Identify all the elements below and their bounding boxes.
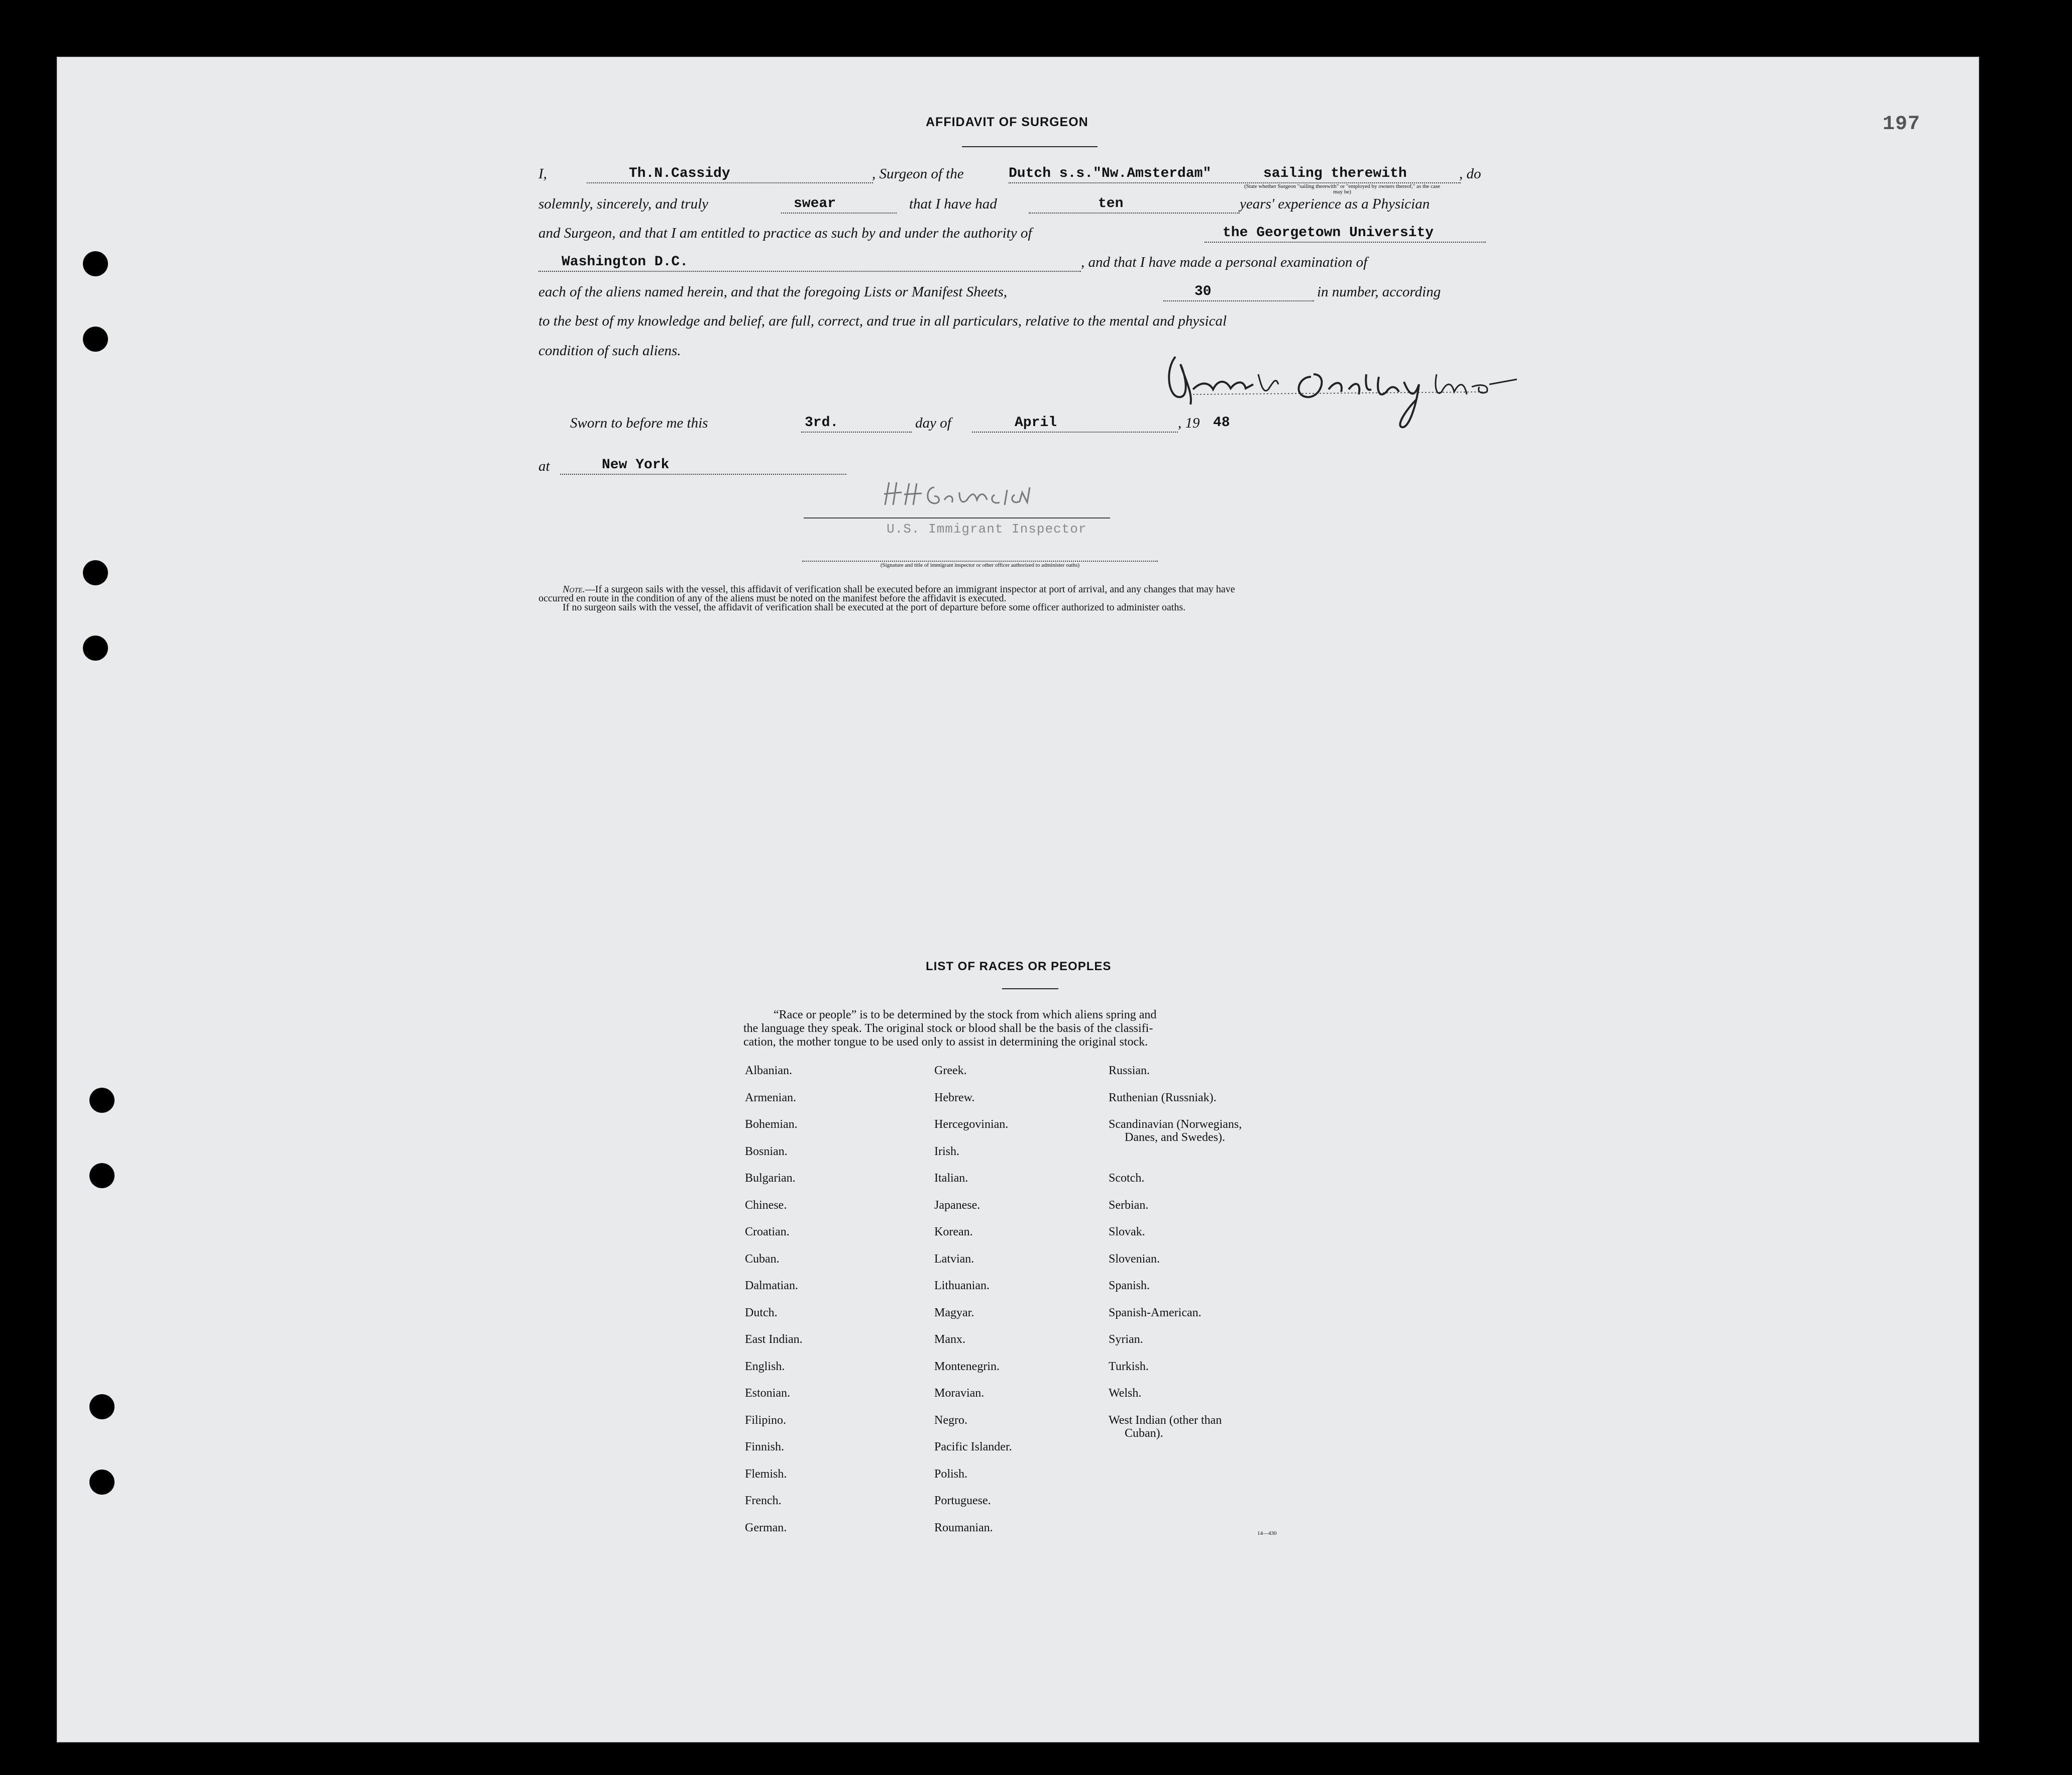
line4-end: , and that I have made a personal examination of — [1081, 254, 1368, 270]
binder-hole — [83, 560, 108, 585]
race-item: Negro. — [934, 1413, 967, 1427]
document-sheet — [57, 57, 1979, 1742]
sheet-count: 30 — [1194, 284, 1212, 299]
line5-pre: each of the aliens named herein, and that the foregoing Lists or Manifest Sheets, — [538, 284, 1007, 300]
race-item: Magyar. — [934, 1306, 974, 1319]
binder-hole — [89, 1088, 115, 1113]
race-item: Slovenian. — [1109, 1252, 1160, 1266]
binder-hole — [89, 1470, 115, 1495]
sworn-day: 3rd. — [805, 415, 839, 431]
race-item: Hercegovinian. — [934, 1118, 1009, 1131]
sailing-note: (State whether Surgeon "sailing therewith" or "employed by owners thereof," as the case may be) — [1244, 183, 1441, 195]
sworn-pre: Sworn to before me this — [570, 415, 708, 431]
race-item: Welsh. — [1109, 1387, 1142, 1400]
binder-hole — [83, 636, 108, 661]
blank-line — [972, 432, 1178, 433]
blank-line — [801, 432, 912, 433]
line2-end: years' experience as a Physician — [1240, 196, 1430, 212]
binder-hole — [83, 327, 108, 352]
race-item: Pacific Islander. — [934, 1440, 1012, 1453]
races-intro-line2: the language they speak. The original stock or blood shall be the basis of the classifi- — [743, 1022, 1153, 1035]
line6: to the best of my knowledge and belief, are full, correct, and true in all particulars, relative to the mental and physical — [538, 313, 1227, 329]
race-item: Scotch. — [1109, 1172, 1145, 1185]
blank-line — [1029, 213, 1240, 214]
race-item: Spanish-American. — [1109, 1306, 1202, 1319]
race-item: East Indian. — [745, 1333, 803, 1346]
races-title: LIST OF RACES OR PEOPLES — [926, 960, 1112, 973]
line3-pre: and Surgeon, and that I am entitled to practice as such by and under the authority of — [538, 225, 1032, 241]
race-item: Cuban). — [1125, 1426, 1163, 1440]
race-item: Greek. — [934, 1064, 967, 1077]
race-item: English. — [745, 1360, 785, 1373]
race-item: Ruthenian (Russniak). — [1109, 1091, 1217, 1104]
blank-line — [1205, 242, 1486, 243]
page-number: 197 — [1883, 113, 1921, 136]
sailing-status: sailing therewith — [1263, 166, 1407, 181]
blank-line — [587, 182, 873, 183]
race-item: Latvian. — [934, 1252, 974, 1266]
race-item: Russian. — [1109, 1064, 1150, 1077]
race-item: Italian. — [934, 1172, 968, 1185]
race-item: Estonian. — [745, 1387, 790, 1400]
race-item: Chinese. — [745, 1198, 787, 1212]
races-intro-line1: “Race or people” is to be determined by the stock from which aliens spring and — [774, 1008, 1157, 1021]
race-item: Scandinavian (Norwegians, — [1109, 1118, 1242, 1131]
race-item: Dutch. — [745, 1306, 778, 1319]
note-line3: If no surgeon sails with the vessel, the affidavit of verification shall be executed at the port of departure before some officer authorized to administer oaths. — [563, 602, 1186, 613]
race-item: Irish. — [934, 1144, 959, 1158]
affidavit-title: AFFIDAVIT OF SURGEON — [926, 115, 1088, 129]
inspector-stamp: U.S. Immigrant Inspector — [887, 521, 1087, 537]
signature-rule — [804, 517, 1110, 518]
blank-line — [560, 474, 846, 475]
surgeon-name: Th.N.Cassidy — [629, 166, 730, 181]
race-item: Slovak. — [1109, 1225, 1145, 1238]
authority-line1: the Georgetown University — [1223, 225, 1434, 241]
race-item: Polish. — [934, 1467, 968, 1481]
race-item: Hebrew. — [934, 1091, 975, 1104]
race-item: Turkish. — [1109, 1360, 1149, 1373]
inspector-signature — [879, 477, 1080, 512]
sworn-place: New York — [602, 457, 670, 473]
sworn-month: April — [1015, 415, 1057, 431]
race-item: Cuban. — [745, 1252, 780, 1266]
race-item: French. — [745, 1494, 782, 1507]
blank-line — [802, 561, 1158, 562]
line1-end: , do — [1459, 166, 1481, 182]
binder-hole — [89, 1394, 115, 1419]
day-of: day of — [915, 415, 951, 431]
note-line2: occurred en route in the condition of any of the aliens must be noted on the manifest before the affidavit is executed. — [538, 593, 1007, 604]
race-item: Montenegrin. — [934, 1360, 1000, 1373]
blank-line — [781, 213, 897, 214]
year-prefix: , 19 — [1178, 415, 1200, 431]
race-item: Moravian. — [934, 1387, 985, 1400]
races-title-rule — [1002, 988, 1058, 989]
line1-pre: I, — [538, 166, 547, 182]
race-item: Manx. — [934, 1333, 965, 1346]
oath-word: swear — [794, 196, 836, 212]
races-intro-line3: cation, the mother tongue to be used only to assist in determining the original stock. — [743, 1035, 1148, 1049]
race-item: Portuguese. — [934, 1494, 991, 1507]
at-label: at — [538, 458, 550, 474]
race-item: Japanese. — [934, 1198, 980, 1212]
race-item: West Indian (other than — [1109, 1413, 1222, 1427]
line1-mid: , Surgeon of the — [872, 166, 964, 182]
line5-end: in number, according — [1317, 284, 1441, 300]
race-item: Bosnian. — [745, 1144, 788, 1158]
title-rule — [962, 146, 1098, 147]
authority-line2: Washington D.C. — [562, 254, 689, 270]
line2-mid: that I have had — [909, 196, 997, 212]
blank-line — [538, 271, 1081, 272]
race-item: Armenian. — [745, 1091, 796, 1104]
race-item: Albanian. — [745, 1064, 792, 1077]
race-item: Roumanian. — [934, 1521, 993, 1534]
note-text1: —If a surgeon sails with the vessel, this affidavit of verification shall be executed before an immigrant inspector at port of arrival, and any changes that may have — [585, 584, 1235, 595]
race-item: Finnish. — [745, 1440, 785, 1453]
race-item: Danes, and Swedes). — [1125, 1131, 1225, 1144]
race-item: Flemish. — [745, 1467, 787, 1481]
form-number: 14—430 — [1257, 1530, 1277, 1536]
race-item: Spanish. — [1109, 1279, 1150, 1292]
race-item: Croatian. — [745, 1225, 790, 1238]
race-item: Serbian. — [1109, 1198, 1149, 1212]
binder-hole — [89, 1163, 115, 1188]
blank-line — [1163, 300, 1314, 301]
race-item: Filipino. — [745, 1413, 787, 1427]
line2-pre: solemnly, sincerely, and truly — [538, 196, 709, 212]
note-label: Note. — [563, 584, 585, 595]
race-item: German. — [745, 1521, 787, 1534]
years-experience: ten — [1098, 196, 1124, 212]
surgeon-signature — [1155, 329, 1517, 435]
binder-hole — [83, 251, 108, 276]
year-suffix: 48 — [1213, 415, 1230, 431]
race-item: Dalmatian. — [745, 1279, 798, 1292]
vessel-name: Dutch s.s."Nw.Amsterdam" — [1009, 166, 1212, 181]
race-item: Korean. — [934, 1225, 973, 1238]
race-item: Bohemian. — [745, 1118, 798, 1131]
line7: condition of such aliens. — [538, 343, 681, 359]
race-item: Syrian. — [1109, 1333, 1143, 1346]
race-item: Bulgarian. — [745, 1172, 796, 1185]
race-item: Lithuanian. — [934, 1279, 990, 1292]
inspector-caption: (Signature and title of immigrant inspector or other officer authorized to administer oaths) — [880, 562, 1080, 568]
